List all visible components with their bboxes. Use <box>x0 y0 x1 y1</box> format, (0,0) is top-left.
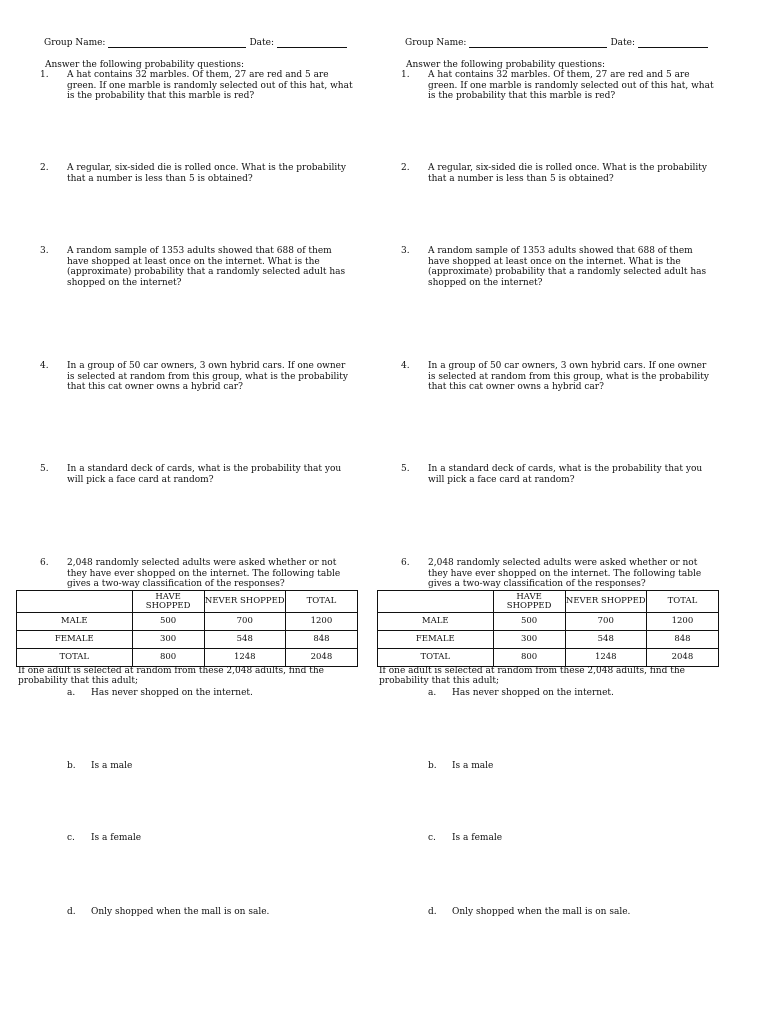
question-number: 1. <box>401 70 410 80</box>
date-label: Date: <box>610 38 636 48</box>
table-cell: MALE <box>378 613 494 631</box>
question-6 <box>40 558 360 590</box>
table-row <box>17 613 358 631</box>
group-name-label: Group Name: <box>44 38 106 48</box>
table-header-cell: TOTAL <box>285 591 357 613</box>
table-cell: 848 <box>285 631 357 649</box>
table-cell: TOTAL <box>17 649 133 667</box>
subquestion-c <box>428 833 502 843</box>
question-number: 6. <box>401 558 410 568</box>
followup-prompt: If one adult is selected at random from these 2,048 adults, find the probability that this adult; <box>379 666 685 686</box>
question-text: A hat contains 32 marbles. Of them, 27 are red and 5 are green. If one marble is randomly selected out of this hat, what is the probability that this marble is red? <box>428 70 714 101</box>
table-cell: MALE <box>17 613 133 631</box>
table-cell: 1248 <box>565 649 646 667</box>
table-cell: 700 <box>204 613 285 631</box>
question-number: 4. <box>40 361 49 371</box>
question-text: A random sample of 1353 adults showed that 688 of them have shopped at least once on the internet. What is the (approximate) probability that a randomly selected adult has shopped on the internet? <box>428 246 707 288</box>
subquestion-text: Is a female <box>452 833 503 843</box>
question-number: 5. <box>40 464 49 474</box>
subquestion-letter: c. <box>67 833 75 843</box>
question-number: 2. <box>40 163 49 173</box>
question-number: 6. <box>40 558 49 568</box>
table-cell: 500 <box>132 613 204 631</box>
table-cell: 300 <box>132 631 204 649</box>
instructions: Answer the following probability questions: <box>406 60 606 70</box>
subquestion-text: Only shopped when the mall is on sale. <box>91 907 270 917</box>
table-row <box>378 613 719 631</box>
table-cell: 800 <box>132 649 204 667</box>
table-cell: 848 <box>646 631 718 649</box>
subquestion-letter: d. <box>67 907 76 917</box>
subquestion-text: Only shopped when the mall is on sale. <box>452 907 631 917</box>
shopping-table <box>377 590 719 667</box>
subquestion-letter: b. <box>428 761 437 771</box>
table-cell: 1200 <box>285 613 357 631</box>
question-number: 1. <box>40 70 49 80</box>
table-row <box>378 631 719 649</box>
table-cell: 300 <box>493 631 565 649</box>
table-cell: TOTAL <box>378 649 494 667</box>
question-text: A regular, six-sided die is rolled once. What is the probability that a number is less than 5 is obtained? <box>428 163 707 184</box>
subquestion-c <box>67 833 141 843</box>
table-cell: FEMALE <box>17 631 133 649</box>
question-6 <box>401 558 721 590</box>
group-name-blank <box>469 38 607 48</box>
question-text: In a standard deck of cards, what is the probability that you will pick a face card at random? <box>67 464 342 485</box>
table-cell: 2048 <box>285 649 357 667</box>
question-text: A random sample of 1353 adults showed that 688 of them have shopped at least once on the internet. What is the (approximate) probability that a randomly selected adult has shopped on the internet? <box>67 246 346 288</box>
subquestion-letter: c. <box>428 833 436 843</box>
question-3 <box>401 246 721 288</box>
question-3 <box>40 246 360 288</box>
question-4 <box>40 361 360 393</box>
table-header-cell <box>378 591 494 613</box>
table-row <box>17 649 358 667</box>
worksheet-copy-right <box>379 0 741 1024</box>
question-number: 2. <box>401 163 410 173</box>
table-cell: 700 <box>565 613 646 631</box>
table-header-cell: HAVE SHOPPED <box>132 591 204 613</box>
question-2 <box>401 163 721 184</box>
subquestion-text: Is a male <box>91 761 133 771</box>
table-row <box>378 649 719 667</box>
question-number: 4. <box>401 361 410 371</box>
group-name-blank <box>108 38 246 48</box>
question-2 <box>40 163 360 184</box>
table-header-cell: NEVER SHOPPED <box>565 591 646 613</box>
question-4 <box>401 361 721 393</box>
subquestion-letter: a. <box>67 688 76 698</box>
subquestion-d <box>67 907 269 917</box>
question-5 <box>40 464 360 485</box>
shopping-table <box>16 590 358 667</box>
subquestion-a <box>428 688 614 698</box>
question-number: 3. <box>40 246 49 256</box>
question-number: 5. <box>401 464 410 474</box>
question-1 <box>40 70 360 102</box>
subquestion-text: Has never shopped on the internet. <box>91 688 253 698</box>
table-cell: 800 <box>493 649 565 667</box>
subquestion-letter: d. <box>428 907 437 917</box>
worksheet-copy-left <box>18 0 380 1024</box>
table-header-cell: HAVE SHOPPED <box>493 591 565 613</box>
table-header-cell: TOTAL <box>646 591 718 613</box>
followup-prompt: If one adult is selected at random from these 2,048 adults, find the probability that this adult; <box>18 666 324 686</box>
question-text: In a group of 50 car owners, 3 own hybrid cars. If one owner is selected at random from this group, what is the probability that this cat owner owns a hybrid car? <box>67 361 348 392</box>
table-cell: 2048 <box>646 649 718 667</box>
table-header-row <box>378 591 719 613</box>
date-label: Date: <box>249 38 275 48</box>
table-cell: 1248 <box>204 649 285 667</box>
table-header-cell <box>17 591 133 613</box>
question-text: A hat contains 32 marbles. Of them, 27 are red and 5 are green. If one marble is randomly selected out of this hat, what is the probability that this marble is red? <box>67 70 353 101</box>
table-cell: 548 <box>204 631 285 649</box>
question-text: A regular, six-sided die is rolled once. What is the probability that a number is less than 5 is obtained? <box>67 163 346 184</box>
subquestion-text: Is a male <box>452 761 494 771</box>
date-blank <box>638 38 708 48</box>
subquestion-text: Is a female <box>91 833 142 843</box>
subquestion-text: Has never shopped on the internet. <box>452 688 614 698</box>
table-header-cell: NEVER SHOPPED <box>204 591 285 613</box>
group-name-label: Group Name: <box>405 38 467 48</box>
subquestion-b <box>428 761 493 771</box>
table-cell: 1200 <box>646 613 718 631</box>
instructions: Answer the following probability questions: <box>45 60 245 70</box>
table-cell: FEMALE <box>378 631 494 649</box>
question-text: In a standard deck of cards, what is the probability that you will pick a face card at random? <box>428 464 703 485</box>
table-cell: 548 <box>565 631 646 649</box>
subquestion-letter: a. <box>428 688 437 698</box>
question-text: 2,048 randomly selected adults were asked whether or not they have ever shopped on the internet. The following table gives a two-way classification of the responses? <box>67 558 341 589</box>
question-1 <box>401 70 721 102</box>
header-line <box>405 38 715 48</box>
question-5 <box>401 464 721 485</box>
table-cell: 500 <box>493 613 565 631</box>
question-text: 2,048 randomly selected adults were asked whether or not they have ever shopped on the internet. The following table gives a two-way classification of the responses? <box>428 558 702 589</box>
date-blank <box>277 38 347 48</box>
subquestion-a <box>67 688 253 698</box>
subquestion-b <box>67 761 132 771</box>
subquestion-letter: b. <box>67 761 76 771</box>
question-number: 3. <box>401 246 410 256</box>
header-line <box>44 38 354 48</box>
table-header-row <box>17 591 358 613</box>
table-row <box>17 631 358 649</box>
subquestion-d <box>428 907 630 917</box>
question-text: In a group of 50 car owners, 3 own hybrid cars. If one owner is selected at random from this group, what is the probability that this cat owner owns a hybrid car? <box>428 361 709 392</box>
